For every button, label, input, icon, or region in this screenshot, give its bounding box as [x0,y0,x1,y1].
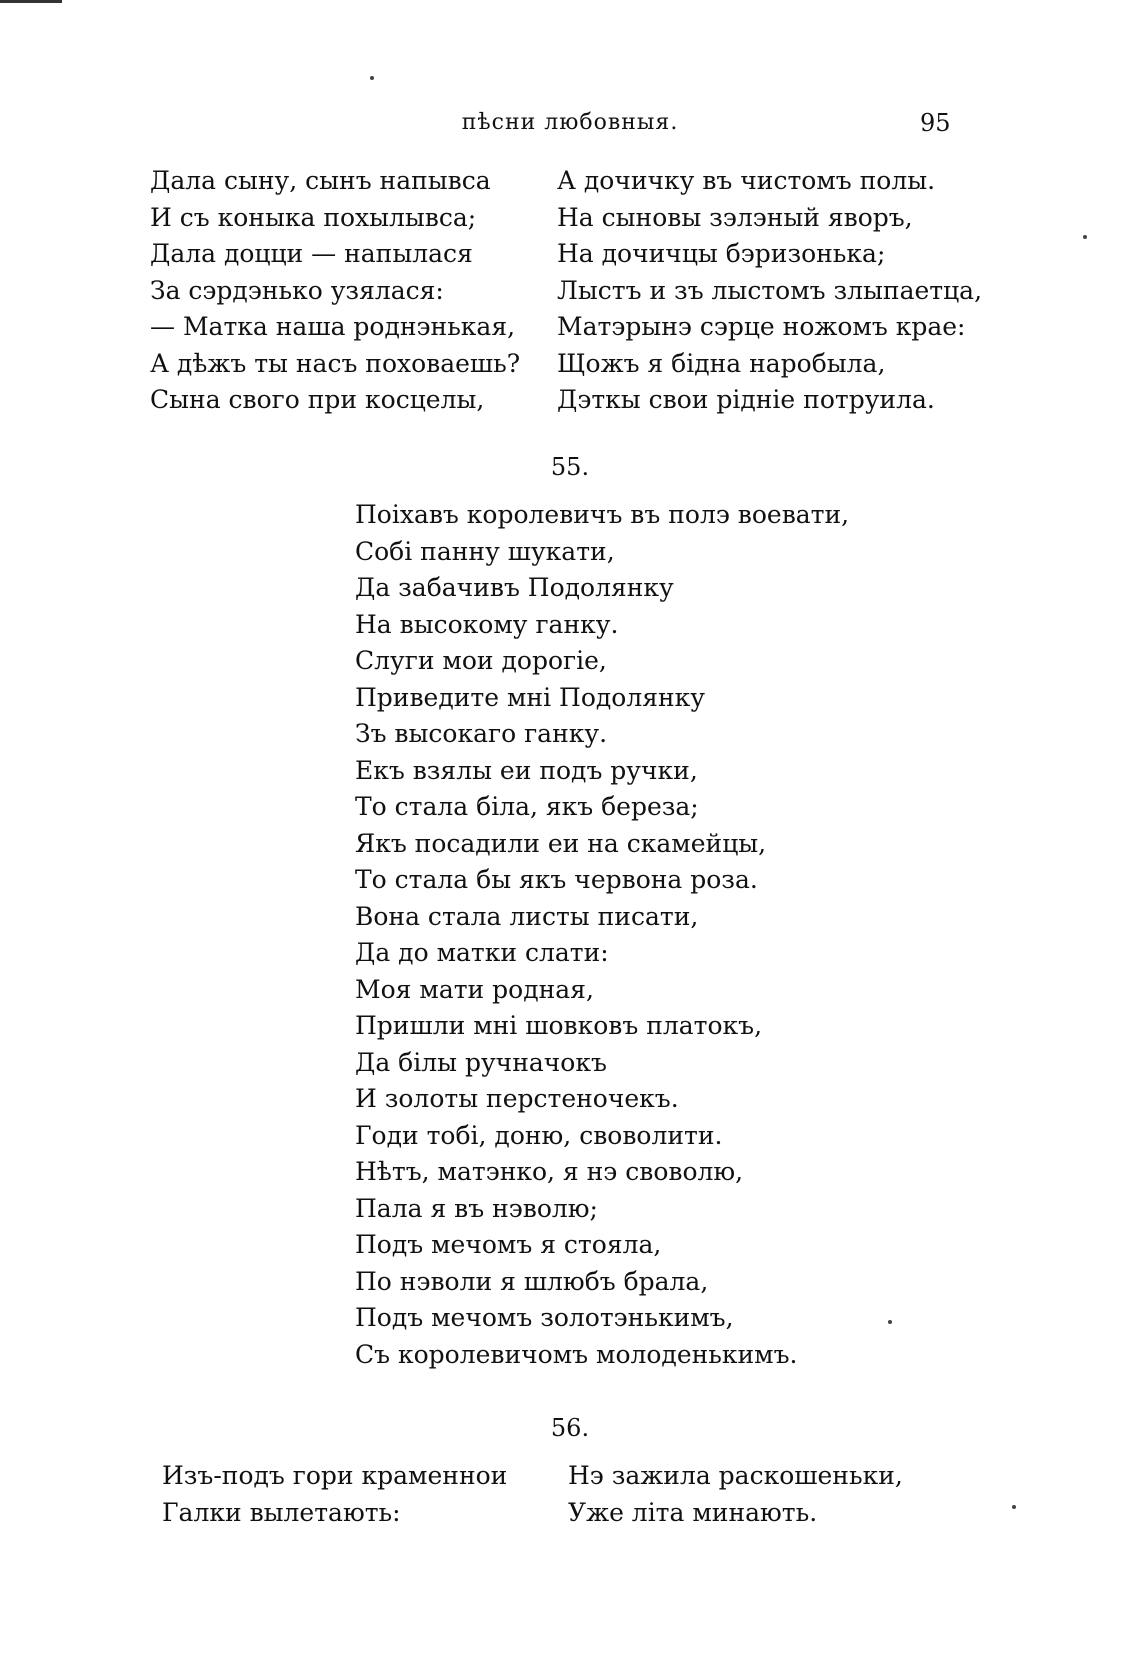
verse-line: По нэволи я шлюбъ брала, [355,1266,709,1296]
verse-line: Слуги мои дорогіе, [355,646,607,675]
verse-line: Приведите мні Подолянку [355,682,705,712]
verse-line: Нэ зажила раскошеньки, [568,1461,903,1490]
verse-line: Щожъ я бідна наробыла, [557,348,886,378]
print-speck [1083,235,1087,239]
song-number-55: 55. [550,453,590,481]
verse-line: Дала сыну, сынъ напывса [150,166,491,195]
verse-line: Поіхавъ королевичъ въ полэ воевати, [355,500,850,529]
verse-line: Якъ посадили еи на скамейцы, [355,828,767,858]
verse-line: Подъ мечомъ золотэнькимъ, [355,1303,734,1332]
verse-line: Вона стала листы писати, [355,901,699,931]
verse-line: Моя мати родная, [355,974,594,1004]
verse-line: И съ коныка похылывса; [150,202,477,232]
top-right-column [557,163,982,419]
verse-line: Уже літа минають. [568,1497,818,1527]
verse-line: Изъ-подъ гори краменнои [162,1461,508,1490]
verse-line: То стала біла, якъ береза; [355,792,699,821]
verse-line: За сэрдэнько узялася: [150,275,444,305]
song-56-left-column [162,1458,507,1531]
print-speck [1012,1505,1016,1509]
verse-line: Матэрынэ сэрце ножомъ крае: [557,312,966,341]
verse-line: Собі панну шукати, [355,536,615,566]
verse-line: А дочичку въ чистомъ полы. [557,166,936,195]
verse-line: Годи тобі, доню, своволити. [355,1120,723,1150]
verse-line: То стала бы якъ червона роза. [355,865,758,894]
song-number-56: 56. [550,1414,590,1442]
song-55-lines [355,497,849,1373]
verse-line: Лыстъ и зъ лыстомъ злыпаетца, [557,275,983,305]
running-title: пѣсни любовныя. [461,110,679,135]
verse-line: И золоты перстеночекъ. [355,1084,679,1113]
verse-line: — Матка наша роднэнькая, [150,312,516,341]
top-left-column [150,163,520,419]
verse-line: Да білы ручначокъ [355,1047,607,1077]
print-speck [888,1320,892,1324]
verse-line: Зъ высокаго ганку. [355,719,608,748]
verse-line: Пришли мні шовковъ платокъ, [355,1011,763,1040]
verse-line: Съ королевичомъ молоденькимъ. [355,1339,798,1369]
song-56-right-column [568,1458,903,1531]
running-head [0,108,1140,138]
verse-line: А дѣжъ ты насъ поховаешь? [150,348,521,378]
verse-line: На высокому ганку. [355,609,619,639]
print-speck [370,76,374,80]
verse-line: Подъ мечомъ я стояла, [355,1230,662,1259]
verse-line: Нѣтъ, матэнко, я нэ своволю, [355,1157,744,1186]
top-rule [0,0,62,3]
verse-line: Екъ взялы еи подъ ручки, [355,755,698,785]
verse-line: Да забачивъ Подолянку [355,573,674,602]
verse-line: Да до матки слати: [355,938,609,967]
verse-line: Сына свого при косцелы, [150,385,485,414]
page-number: 95 [920,109,951,137]
verse-line: Пала я въ нэволю; [355,1193,598,1223]
verse-line: Дала доцци — напылася [150,239,473,268]
verse-line: Галки вылетають: [162,1497,401,1527]
verse-line: Дэткы свои ріднiе потруила. [557,385,935,414]
verse-line: На дочичцы бэризонька; [557,239,886,268]
verse-line: На сыновы зэлэный яворъ, [557,202,913,232]
